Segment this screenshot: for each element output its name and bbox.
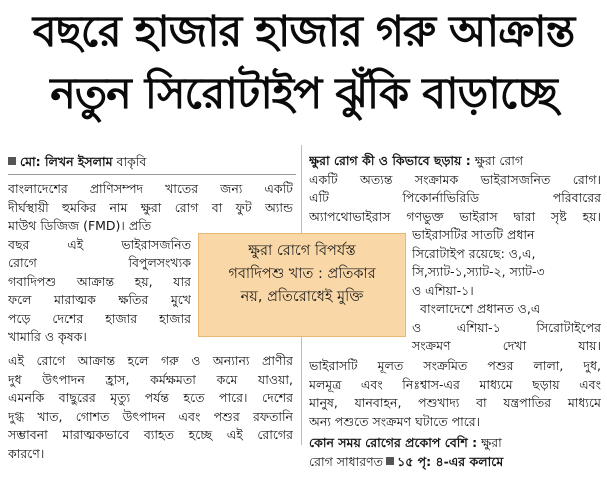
right-subhead-2: কোন সময় রোগের প্রকোপ বেশি : — [309, 435, 478, 450]
left-p2-line-5: সম্ভাবনা মারাত্মকভাবে ব্যাহত হচ্ছে এই রোগের — [8, 427, 293, 442]
left-p1-line-5: রোগে বিপুলসংখ্যক — [8, 255, 191, 270]
right-subhead-1-line — [309, 152, 601, 171]
left-p1-line-3: মাউথ ডিজিজ (FMD)। প্রতি — [8, 218, 152, 233]
left-p1-line-8: পড়ে দেশের হাজার হাজার — [8, 310, 191, 326]
byline-divider — [8, 174, 296, 175]
pull-quote — [198, 233, 406, 337]
pull-quote-line-2: গবাদিপশু খাত : প্রতিকার — [228, 266, 376, 282]
right-p2-line-2: মলমূত্র এবং নিঃশ্বাস-এর মাধ্যমে ছড়ায় এবং — [309, 376, 601, 392]
right-subhead-2-rest: ক্ষুরা — [477, 435, 502, 450]
left-p1-line-9: খামারি ও কৃষক। — [8, 329, 87, 344]
byline — [8, 154, 293, 170]
headline-line-2: নতুন সিরোটাইপ ঝুঁকি বাড়াচ্ছে — [50, 69, 557, 119]
right-p1-line-9: ও এশিয়া-১ সিরোটাইপের — [412, 319, 601, 335]
right-p1-line-2: এটি পিকোর্নাভিরিডি পরিবারের — [309, 190, 601, 205]
right-subhead-1: ক্ষুরা রোগ কী ও কিভাবে ছড়ায় : — [309, 153, 471, 168]
left-p2-line-6: কারণে। — [8, 445, 45, 461]
left-p2-line-4: দুগ্ধ খাত, গোশত উৎপাদন এবং পশুর রফতানি — [8, 408, 293, 424]
right-p1-line-6: সি,স্যাট-১,স্যাট-২, স্যাট-৩ — [412, 264, 545, 279]
byline-location: বাকৃবি — [116, 154, 147, 169]
right-p2-line-1: ভাইরাসটি মূলত সংক্রমিত পশুর লালা, দুধ, — [309, 358, 601, 373]
left-p2-line-1: এই রোগে আক্রান্ত হলে গরু ও অন্যান্য প্রাণীর — [8, 353, 293, 368]
right-last-line — [309, 453, 601, 472]
continued-square-icon — [386, 457, 394, 465]
right-p1-line-3: অ্যাপথোভাইরাস গণভুক্ত ভাইরাস দ্বারা সৃষ্ট হয়। — [309, 208, 601, 224]
headline-line-1: বছরে হাজার হাজার গরু আক্রান্ত — [32, 7, 575, 57]
byline-square-icon — [8, 157, 16, 165]
right-p1-line-8: বাংলাদেশে প্রধানত ও,এ — [420, 301, 541, 316]
left-p1-line-7: ফলে মারাত্মক ক্ষতির মুখে — [8, 292, 191, 307]
left-p1-line-6: গবাদিপশু আক্রান্ত হয়, যার — [8, 273, 191, 289]
continued-marker: ১৫ পৃ: ৪-এর কলামে — [397, 453, 504, 469]
right-p1-line-7: ও এশিয়া-১। — [412, 282, 474, 298]
left-p2-line-3: এমনকি বাছুরের মৃত্যু পর্যন্ত হতে পারে। দেশের — [8, 390, 293, 405]
byline-author: মো: লিখন ইসলাম — [20, 154, 113, 169]
left-p1-line-2: দীর্ঘস্থায়ী হুমকির নাম ক্ষুরা রোগ বা ফুট অ্যান্ড — [8, 199, 293, 215]
right-last-line-text: রোগ সাধারণত — [309, 453, 384, 469]
right-subhead-1-rest: ক্ষুরা রোগ — [470, 153, 524, 168]
left-p1-line-4: বছর এই ভাইরাসজনিত — [8, 236, 191, 252]
right-p1-line-1: একটি অত্যন্ত সংক্রামক ভাইরাসজনিত রোগ। — [309, 171, 601, 187]
left-p1-line-1: বাংলাদেশের প্রাণিসম্পদ খাতের জন্য একটি — [8, 181, 293, 196]
right-p2-line-3: মানুষ, যানবাহন, পশুখাদ্য বা যন্ত্রপাতির মাধ্যমে — [309, 395, 601, 410]
right-subhead-2-line — [309, 434, 601, 453]
pull-quote-line-1: ক্ষুরা রোগে বিপর্যস্ত — [248, 243, 356, 259]
right-p2-line-4: অন্য পশুতে সংক্রমণ ঘটাতে পারে। — [309, 413, 481, 429]
left-p2-line-2: দুধ উৎপাদন হ্রাস, কর্মক্ষমতা কমে যাওয়া, — [8, 371, 293, 387]
right-p1-line-4: ভাইরাসটির সাতটি প্রধান — [412, 227, 535, 242]
right-p1-line-10: সংক্রমণ দেখা যায়। — [412, 338, 601, 353]
pull-quote-line-3: নয়, প্রতিরোধেই মুক্তি — [240, 289, 364, 305]
right-p1-line-5: সিরোটাইপ রয়েছে: ও,এ, — [412, 245, 536, 261]
